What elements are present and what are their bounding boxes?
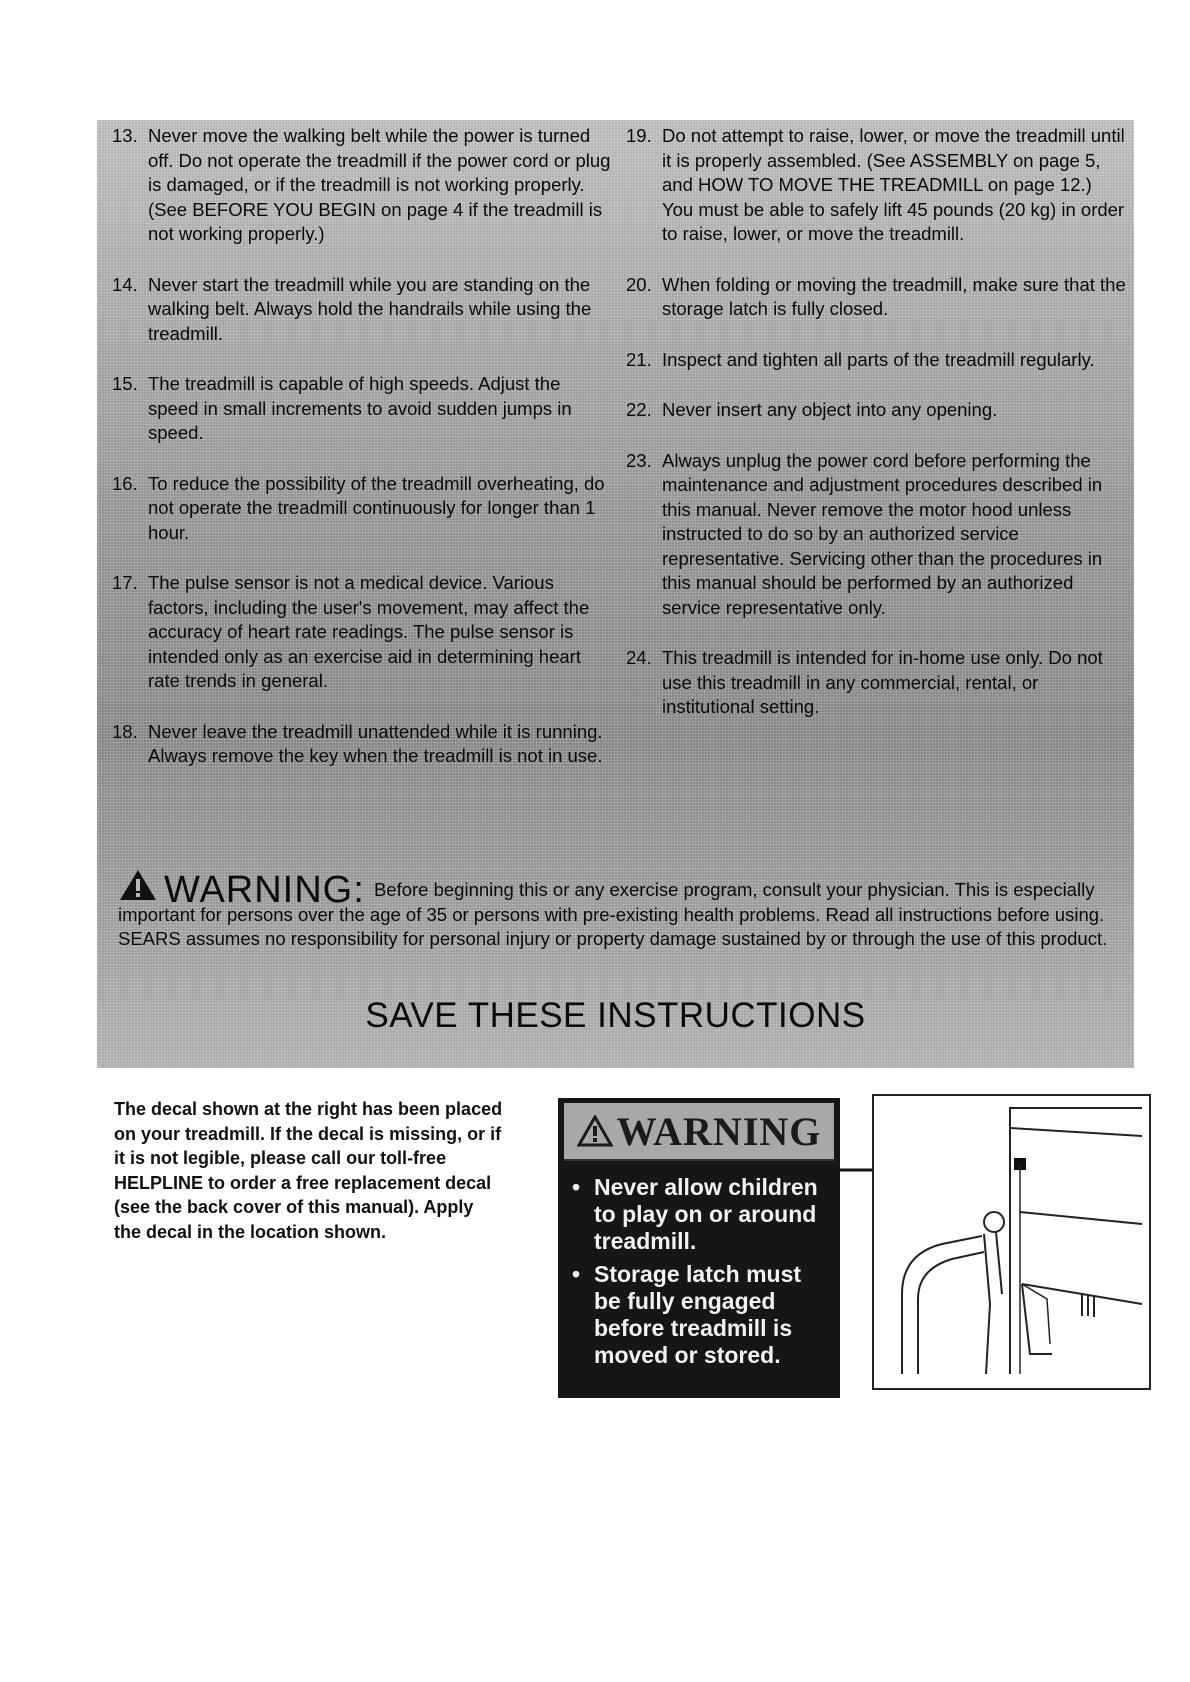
save-instructions-title: SAVE THESE INSTRUCTIONS <box>365 996 866 1035</box>
decal-bullet-1: • Never allow children to play on or around treadmill. <box>572 1174 818 1254</box>
decal-title: WARNING <box>616 1108 822 1154</box>
decal-header <box>564 1103 834 1161</box>
safety-item-17: 17. The pulse sensor is not a medical device. Various factors, including the user's movement, may affect the accuracy of heart rate readings. The pulse sensor is intended only as an exercise aid in determining heart rate trends in general. <box>112 572 590 691</box>
safety-item-21: 21. Inspect and tighten all parts of the treadmill regularly. <box>626 348 1095 370</box>
decal-bullets <box>572 1174 834 1375</box>
decal-bullet-2: • Storage latch must be fully engaged before treadmill is moved or stored. <box>572 1261 802 1368</box>
decal-warning-triangle-icon <box>577 1115 613 1147</box>
warning-text: Before beginning this or any exercise program, consult your physician. This is especially important for persons over the age of 35 or persons with pre-existing health problems. Read all instructions before using. SEARS assumes no responsibility for personal injury or property damage sustained by or through the use of this product. <box>118 879 1108 949</box>
bullet-dot-icon: • <box>572 1261 581 1287</box>
safety-item-22: 22. Never insert any object into any opening. <box>626 399 998 420</box>
safety-item-19: 19. Do not attempt to raise, lower, or move the treadmill until it is properly assembled. (See ASSEMBLY on page 5, and HOW TO MOVE THE TREADMILL on page 12.) You must be able to safely lift 45 pounds (20 kg) in order to raise, lower, or move the treadmill. <box>626 125 1125 244</box>
decal-note: The decal shown at the right has been placed on your treadmill. If the decal is missing, or if it is not legible, please call our toll-free HELPLINE to order a free replacement decal (see the back cover of this manual). Apply the decal in the location shown. <box>114 1099 503 1242</box>
safety-item-13: 13. Never move the walking belt while the power is turned off. Do not operate the treadmill if the power cord or plug is damaged, or if the treadmill is not working properly. (See BEFORE YOU BEGIN on page 4 if the treadmill is not working properly.) <box>112 125 611 244</box>
safety-item-16: 16. To reduce the possibility of the treadmill overheating, do not operate the treadmill continuously for longer than 1 hour. <box>112 472 605 543</box>
safety-item-23: 23. Always unplug the power cord before performing the maintenance and adjustment procedures described in this manual. Never remove the motor hood unless instructed to do so by an authorized service representative. Servicing other than the procedures in this manual should be performed by an authorized service representative only. <box>626 449 1103 618</box>
safety-list-right <box>626 124 1126 746</box>
safety-item-20: 20. When folding or moving the treadmill, make sure that the storage latch is fully closed. <box>626 273 1126 319</box>
safety-item-18: 18. Never leave the treadmill unattended while it is running. Always remove the key when the treadmill is not in use. <box>112 720 603 766</box>
safety-item-24: 24. This treadmill is intended for in-home use only. Do not use this treadmill in any commercial, rental, or institutional setting. <box>626 647 1103 717</box>
safety-item-14: 14. Never start the treadmill while you are standing on the walking belt. Always hold the handrails while using the treadmill. <box>112 273 592 344</box>
warning-decal <box>558 1098 840 1398</box>
warning-triangle-icon <box>118 868 158 902</box>
bullet-dot-icon: • <box>572 1174 581 1200</box>
warning-label: WARNING: <box>164 869 365 911</box>
safety-item-15: 15. The treadmill is capable of high speeds. Adjust the speed in small increments to avoid sudden jumps in speed. <box>112 373 572 443</box>
general-warning <box>118 868 1128 952</box>
safety-list-left <box>112 124 612 795</box>
treadmill-diagram <box>872 1094 1151 1390</box>
